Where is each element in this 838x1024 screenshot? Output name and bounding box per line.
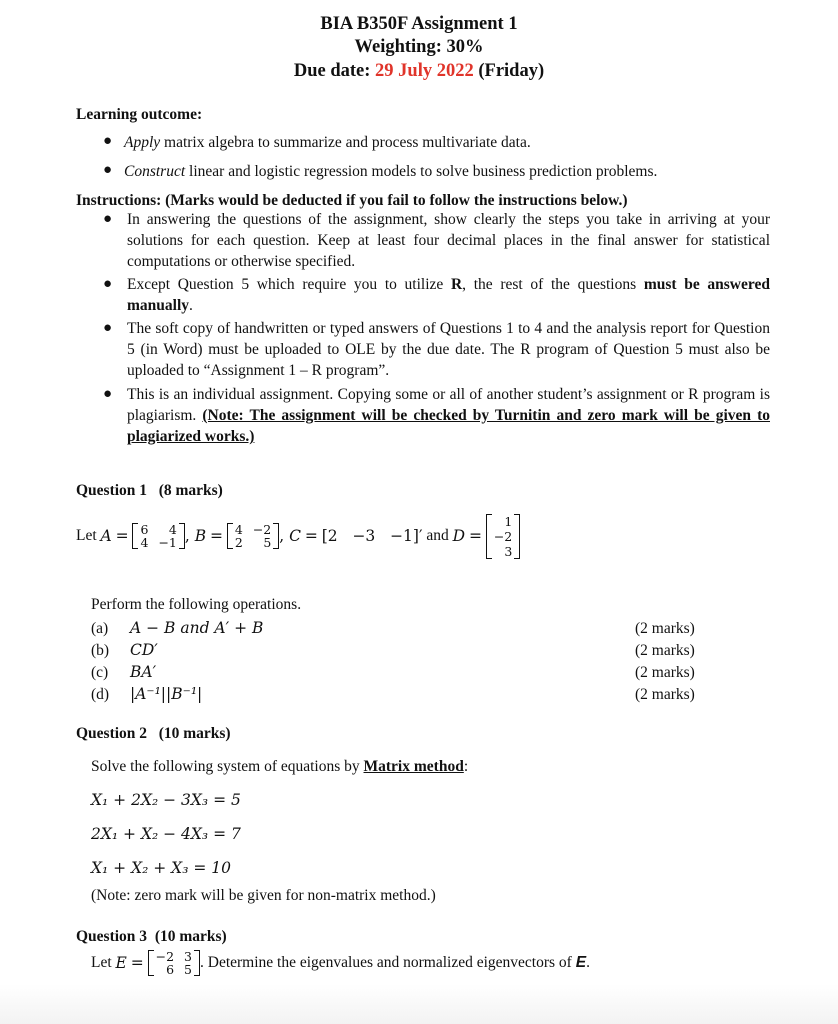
matrix-cell: 6 (166, 962, 175, 977)
matrix-cell: 3 (184, 949, 192, 964)
q1-part-label: (c) (91, 664, 109, 681)
learning-item (124, 132, 531, 153)
matrix-cell: −2 (155, 949, 175, 964)
instruction-text: This is an individual assignment. Copying some or all of another student’s assignment or R program is plagiarism. (127, 386, 770, 424)
learning-item-verb: Construct (124, 163, 186, 180)
instruction-text: Except Question 5 which require you to utilize (127, 276, 451, 293)
question-2-heading (76, 723, 231, 744)
q1-part-expr: |A⁻¹||B⁻¹| (130, 685, 203, 703)
matrix-c: [2 −3 −1]′ (321, 527, 423, 545)
bullet-icon: ● (103, 276, 113, 292)
instruction-text: . (189, 297, 193, 314)
q1-instruction: Perform the following operations. (91, 596, 302, 613)
equation: X₁ + 2X₂ − 3X₃ = 5 (91, 791, 241, 809)
instruction-item (127, 384, 770, 447)
equation: X₁ + X₂ + X₃ = 10 (91, 859, 231, 877)
instructions-heading: Instructions: (Marks would be deducted if you fail to follow the instructions below.) (76, 192, 628, 209)
question-title: Question 1 (76, 482, 148, 499)
instruction-text: , the rest of the questions (462, 276, 644, 293)
bullet-icon: ● (103, 162, 113, 178)
learning-outcome-heading: Learning outcome: (76, 106, 203, 123)
q3-end: . (586, 954, 590, 971)
q2-intro-text: Solve the following system of equations by (91, 758, 364, 775)
matrix-cell: 6 (140, 522, 149, 537)
matrix-e-symbol: E (575, 954, 587, 971)
let-text: Let (76, 527, 97, 544)
learning-item-verb: Apply (124, 134, 161, 151)
matrix-e (148, 950, 200, 976)
q1-part-expr: CD′ (130, 641, 158, 659)
q1-part-expr: A − B and A′ + B (130, 619, 264, 637)
assignment-title: BIA B350F Assignment 1 (320, 14, 518, 34)
q1-part-marks: (2 marks) (635, 664, 695, 681)
matrix-method: Matrix method (363, 758, 464, 775)
instruction-item (127, 274, 770, 316)
q2-intro (91, 756, 468, 777)
question-title: Question 2 (76, 725, 148, 742)
q3-statement: Let E = −2 3 6 5 . Determine the eigenvalues and normalized eigenvectors of E . (91, 949, 590, 977)
matrix-cell: 2 (234, 535, 243, 550)
bullet-icon: ● (103, 320, 113, 336)
q1-part-marks: (2 marks) (635, 620, 695, 637)
bullet-icon: ● (103, 133, 113, 149)
weighting: Weighting: 30% (354, 37, 484, 57)
learning-item-text: matrix algebra to summarize and process multivariate data. (160, 134, 531, 151)
question-marks: (10 marks) (154, 928, 227, 945)
q2-note: (Note: zero mark will be given for non-matrix method.) (91, 887, 436, 904)
instruction-item: The soft copy of handwritten or typed answers of Questions 1 to 4 and the analysis report for Question 5 (in Word) must be uploaded to OLE by the due date. The R program of Question 5 must also be uploaded to “Assignment 1 – R program”. (127, 320, 770, 379)
matrix-cell: 1 (504, 513, 513, 529)
due-day: (Friday) (478, 61, 545, 81)
learning-item (124, 161, 657, 182)
due-label: Due date: (293, 61, 371, 81)
matrix-a (132, 523, 184, 549)
q1-part-marks: (2 marks) (635, 686, 695, 703)
matrix-cell: 4 (168, 522, 177, 537)
due-date: 29 July 2022 (375, 61, 474, 81)
question-marks: (10 marks) (158, 725, 231, 742)
and-text: and (426, 527, 449, 544)
bullet-icon: ● (103, 386, 113, 402)
due-date-line (0, 61, 838, 82)
matrix-cell: 3 (504, 543, 513, 559)
question-marks: (8 marks) (158, 482, 223, 499)
matrix-cell: 4 (140, 535, 149, 550)
q1-part-label: (b) (91, 642, 110, 659)
matrix-b (227, 523, 279, 549)
q1-part-label: (d) (91, 686, 110, 703)
instruction-item: In answering the questions of the assignment, show clearly the steps you take in arriving at your solutions for each question. Keep at least four decimal places in the final answer for statistical computations or otherwise specified. (127, 211, 770, 270)
turnitin-note: (Note: The assignment will be checked by Turnitin and zero mark will be given to plagiarized works.) (127, 407, 770, 445)
equation: 2X₁ + X₂ − 4X₃ = 7 (91, 825, 241, 843)
bottom-fade (0, 984, 838, 1024)
matrix-cell: −2 (493, 528, 513, 544)
matrix-d (486, 514, 520, 559)
q1-part-label: (a) (91, 620, 109, 637)
matrix-cell: −1 (158, 535, 177, 550)
bullet-icon: ● (103, 211, 113, 227)
matrix-cell: 5 (184, 962, 192, 977)
instruction-emphasis: must be answered manually (127, 276, 770, 314)
q1-matrices: Let A = 6 4 4 −1 , B = 4 −2 2 5 , C = [2 −3 −1]′ and D = 1 −2 3 (76, 508, 520, 564)
bracket-icon (514, 514, 520, 559)
matrix-cell: 4 (234, 522, 243, 537)
question-title: Question 3 (76, 928, 148, 945)
q1-part-marks: (2 marks) (635, 642, 695, 659)
matrix-cell: 5 (263, 535, 272, 550)
matrix-cell: −2 (252, 522, 272, 537)
q3-text: . Determine the eigenvalues and normalized eigenvectors of (200, 954, 572, 971)
instruction-r: R (450, 276, 463, 293)
learning-item-text: linear and logistic regression models to solve business prediction problems. (185, 163, 658, 180)
q2-colon: : (463, 758, 469, 775)
q1-part-expr: BA′ (130, 663, 157, 681)
question-1-heading (76, 480, 223, 501)
let-text: Let (91, 954, 112, 971)
